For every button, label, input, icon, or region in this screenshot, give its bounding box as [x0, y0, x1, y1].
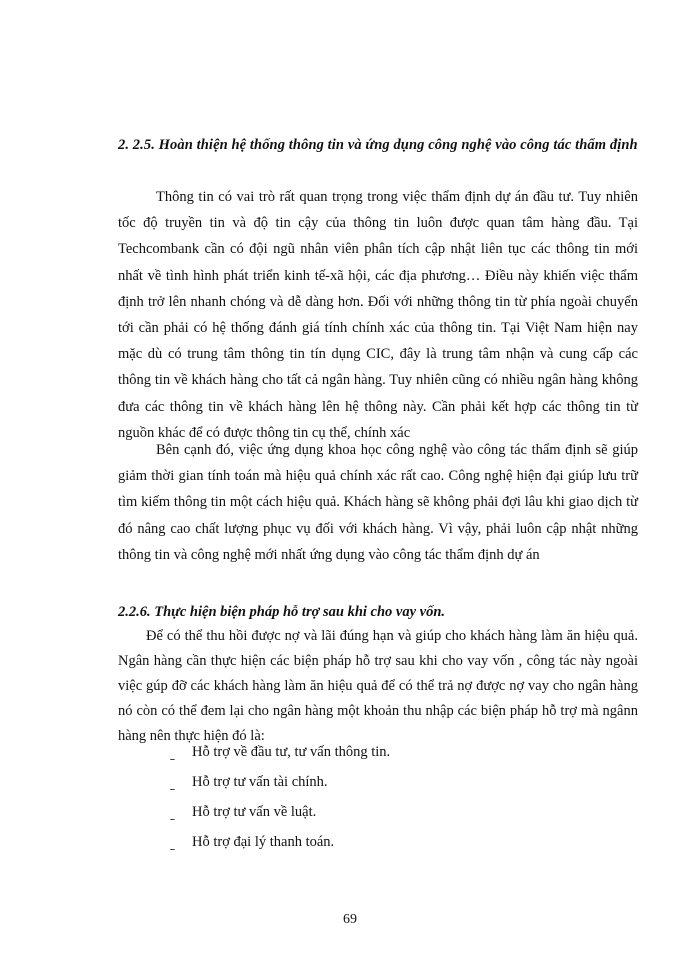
section-heading-2-2-5: 2. 2.5. Hoàn thiện hệ thống thông tin và ứng dụng công nghệ vào công tác thẩm định	[118, 137, 638, 153]
bullet-mark: ˍ	[170, 746, 175, 762]
list-item-text: Hỗ trợ tư vấn tài chính.	[192, 774, 328, 790]
paragraph-post-loan-support: Để có thể thu hồi được nợ và lãi đúng hạn và giúp cho khách hàng làm ăn hiệu quả. Ngân hàng cần thực hiện các biện pháp hỗ trợ sau khi cho vay vốn , công tác này ngoài việc gúp đỡ các khách hàng làm ăn hiệu quả để có thể trả nợ được nợ vay cho ngân hàng nó còn có thể đem lại cho ngân hàng một khoản thu nhập các biện pháp hỗ trợ mà ngânn hàng nên thực hiện đó là:	[118, 628, 638, 744]
list-item	[170, 827, 390, 857]
list-item-text: Hỗ trợ về đầu tư, tư vấn thông tin.	[192, 744, 391, 760]
bullet-mark: ˍ	[170, 776, 175, 792]
list-item	[170, 737, 390, 767]
list-item-text: Hỗ trợ đại lý thanh toán.	[192, 834, 335, 850]
page-number: 69	[343, 912, 357, 927]
support-measures-list	[170, 737, 390, 857]
list-item	[170, 797, 390, 827]
section-heading-2-2-6: 2.2.6. Thực hiện biện pháp hỗ trợ sau khi cho vay vốn.	[118, 604, 446, 620]
list-item	[170, 767, 390, 797]
list-item-text: Hỗ trợ tư vấn về luật.	[192, 804, 317, 820]
bullet-mark: ˍ	[170, 836, 175, 852]
paragraph-information-role: Thông tin có vai trò rất quan trọng trong việc thẩm định dự án đầu tư. Tuy nhiên tốc độ truyền tin và độ tin cậy của thông tin luôn được quan tâm hàng đầu. Tại Techcombank cần có đội ngũ nhân viên phân tích cập nhật liên tục các thông tin mới nhất về tình hình phát triển kinh tế-xã hội, các địa phương… Điều này khiến việc thẩm định trở lên nhanh chóng và dễ dàng hơn. Đối với những thông tin từ phía ngoài chuyển tới cần phải có hệ thống đánh giá tính chính xác của thông tin. Tại Việt Nam hiện nay mặc dù có trung tâm thông tin tín dụng CIC, đây là trung tâm nhận và cung cấp các thông tin về khách hàng cho tất cả ngân hàng. Tuy nhiên cũng có nhiều ngân hàng không đưa các thông tin về khách hàng lên hệ thông này. Cần phải kết hợp các thông tin từ nguồn khác để có được thông tin cụ thể, chính xác	[118, 189, 638, 441]
paragraph-technology-application: Bên cạnh đó, việc ứng dụng khoa học công nghệ vào công tác thẩm định sẽ giúp giảm thời gian tính toán mà hiệu quả chính xác rất cao. Công nghệ hiện đại giúp lưu trữ tìm kiếm thông tin một cách hiệu quả. Khách hàng sẽ không phải đợi lâu khi giao dịch từ đó nâng cao chất lượng phục vụ đối với khách hàng. Vì vậy, phải luôn cập nhật những thông tin và công nghệ mới nhất ứng dụng vào công tác thẩm định dự án	[118, 442, 638, 563]
bullet-mark: ˍ	[170, 806, 175, 822]
